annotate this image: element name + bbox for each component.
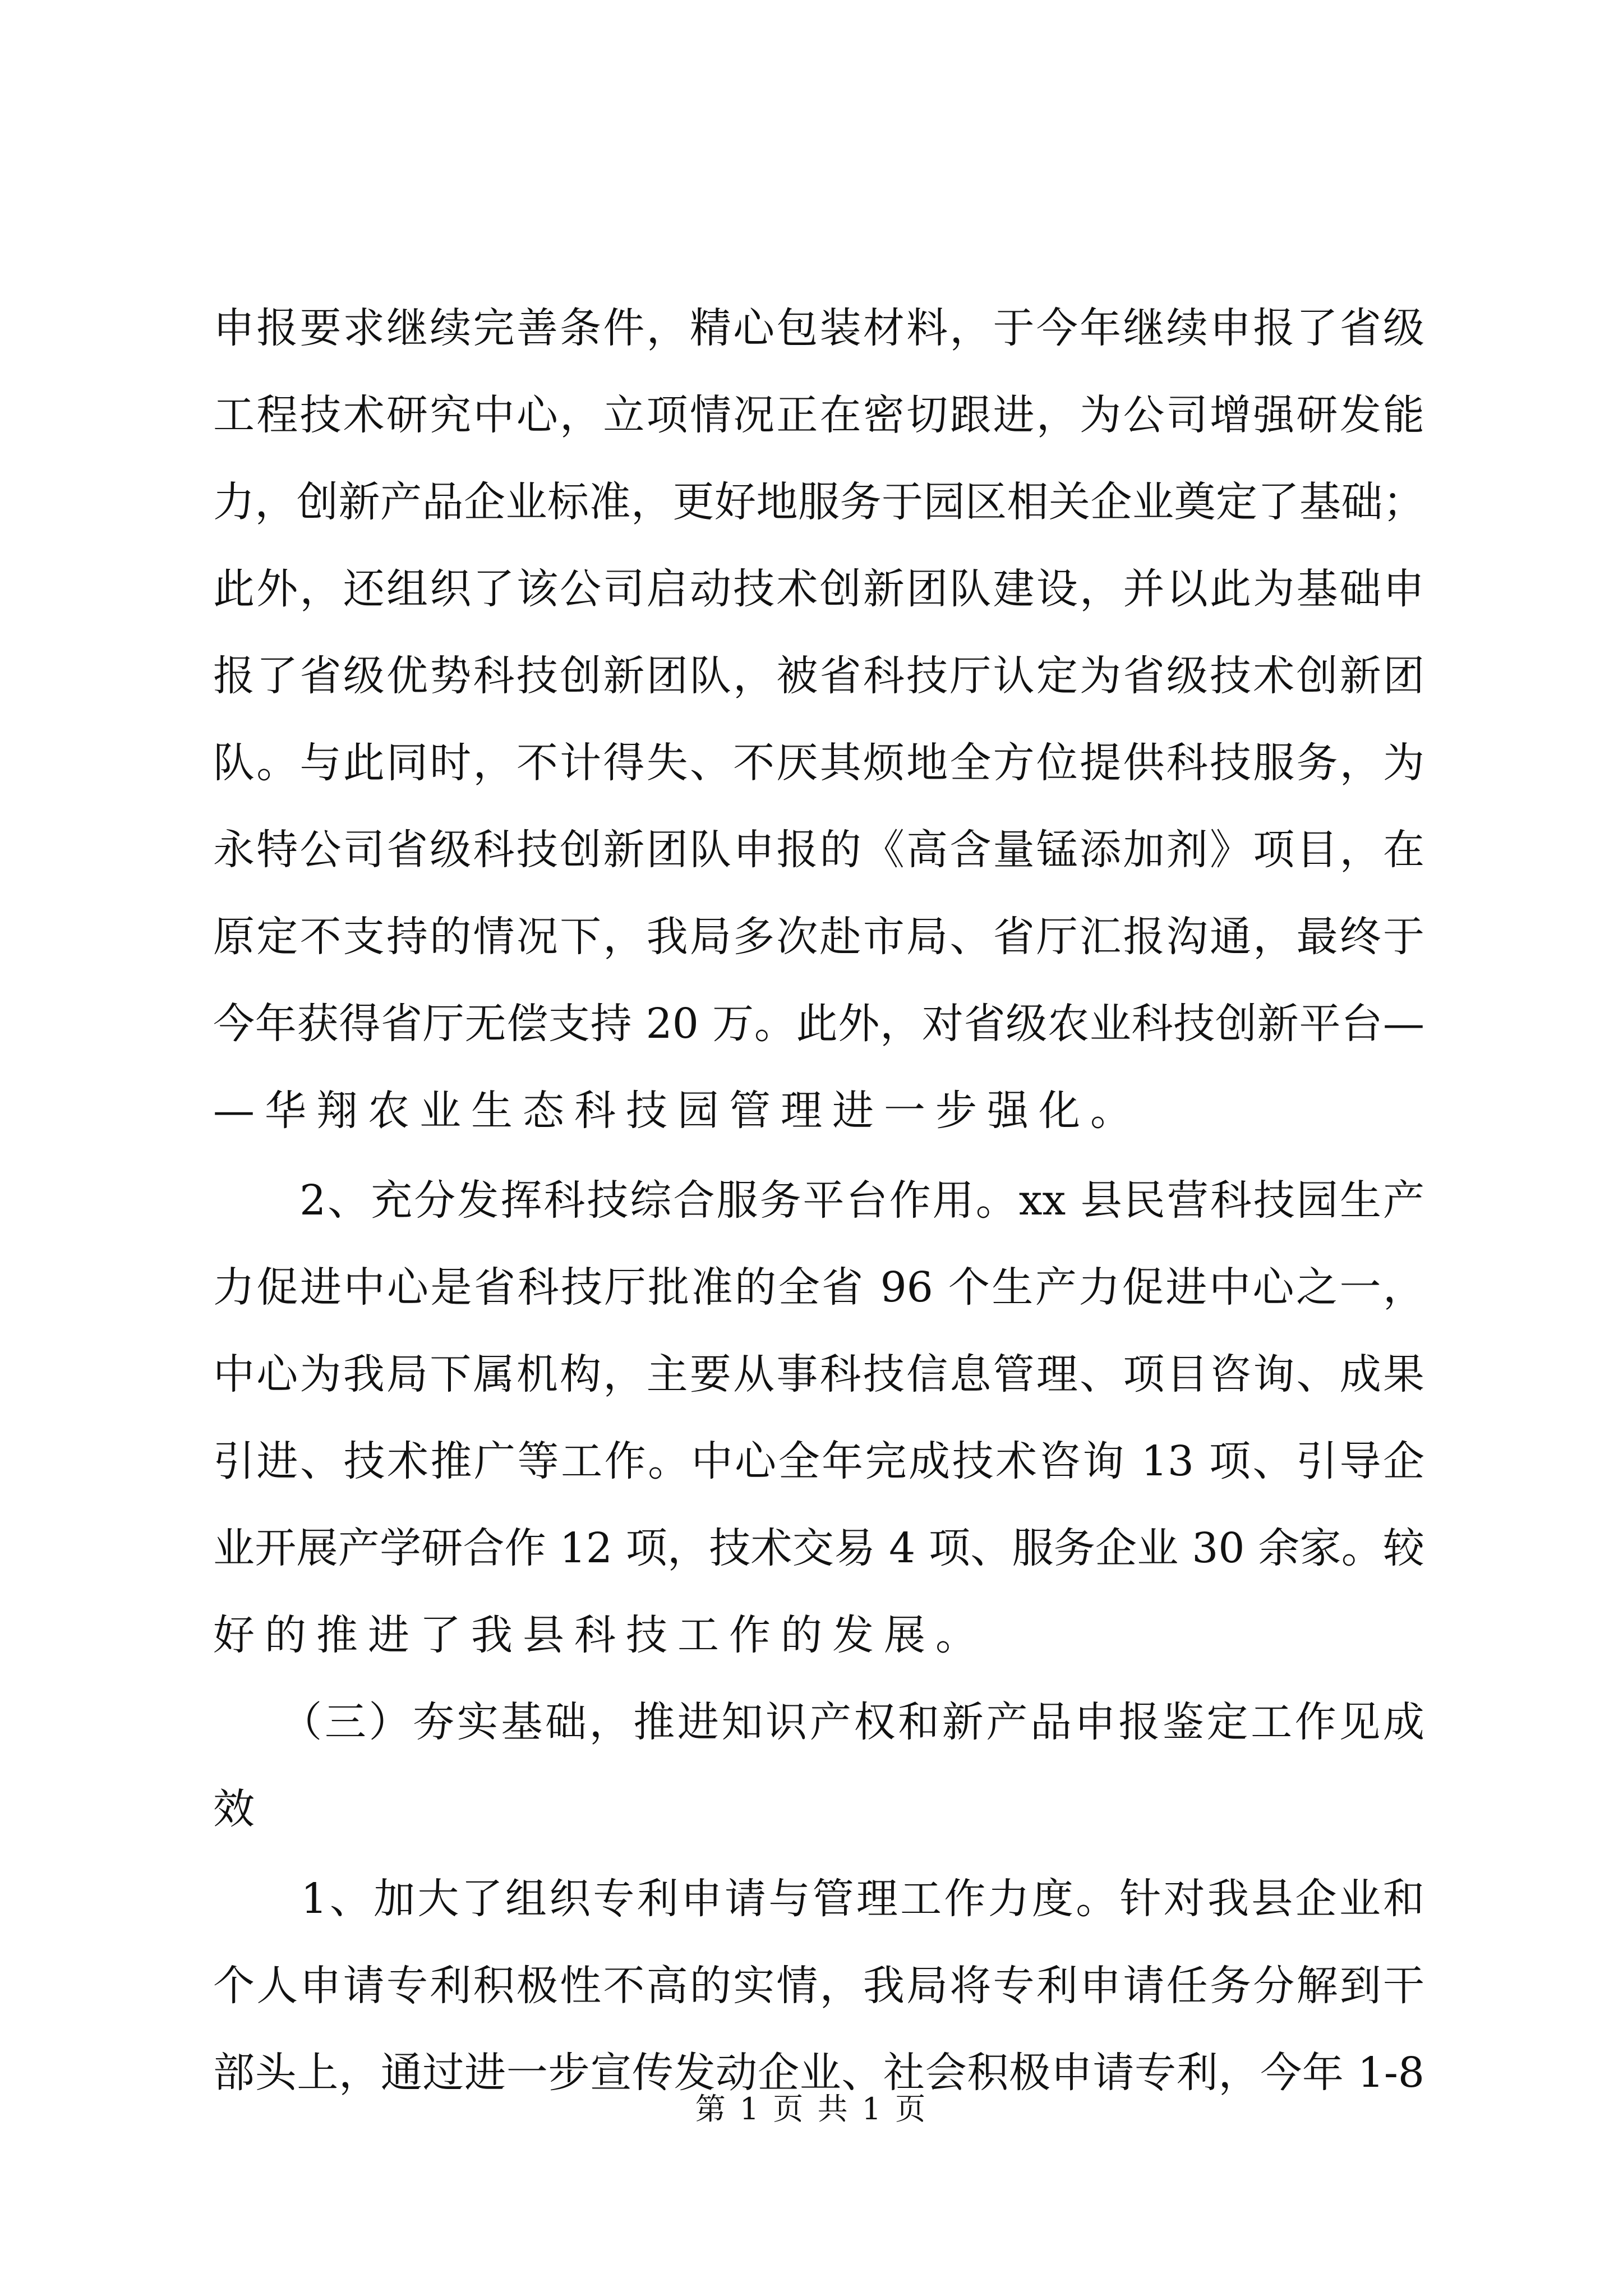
body-line: 报了省级优势科技创新团队，被省科技厅认定为省级技术创新团 — [213, 652, 1424, 700]
body-line: 原定不支持的情况下，我局多次赴市局、省厅汇报沟通，最终于 — [213, 913, 1424, 961]
body-line: 永特公司省级科技创新团队申报的《高含量锰添加剂》项目，在 — [213, 826, 1424, 874]
body-line: 个人申请专利积极性不高的实情，我局将专利申请任务分解到干 — [213, 1962, 1424, 2010]
body-line: 申报要求继续完善条件，精心包装材料，于今年继续申报了省级 — [213, 304, 1424, 352]
body-line: —华翔农业生态科技园管理进一步强化。 — [213, 1087, 1142, 1135]
body-line: 引进、技术推广等工作。中心全年完成技术咨询 13 项、引导企 — [213, 1437, 1424, 1485]
body-line: 部头上，通过进一步宣传发动企业、社会积极申请专利，今年 1-8 — [213, 2049, 1424, 2097]
body-line: 力促进中心是省科技厅批准的全省 96 个生产力促进中心之一， — [213, 1263, 1424, 1312]
body-line: 业开展产学研合作 12 项，技术交易 4 项、服务企业 30 余家。较 — [213, 1524, 1424, 1572]
page-footer: 第 1 页 共 1 页 — [695, 2091, 928, 2127]
body-line: 队。与此同时，不计得失、不厌其烦地全方位提供科技服务，为 — [213, 739, 1424, 787]
body-line: 2、充分发挥科技综合服务平台作用。xx 县民营科技园生产 — [213, 1176, 1424, 1225]
body-line: 中心为我局下属机构，主要从事科技信息管理、项目咨询、成果 — [213, 1350, 1424, 1398]
body-line: 好的推进了我县科技工作的发展。 — [213, 1611, 987, 1659]
body-line: 今年获得省厅无偿支持 20 万。此外，对省级农业科技创新平台— — [213, 1000, 1424, 1048]
body-line: 此外，还组织了该公司启动技术创新团队建设，并以此为基础申 — [213, 565, 1424, 613]
body-line: 力，创新产品企业标准，更好地服务于园区相关企业奠定了基础； — [213, 478, 1424, 526]
body-line: 工程技术研究中心，立项情况正在密切跟进，为公司增强研发能 — [213, 391, 1424, 439]
body-line: 1、加大了组织专利申请与管理工作力度。针对我县企业和 — [213, 1875, 1424, 1923]
section-heading: 效 — [213, 1785, 265, 1833]
section-heading: （三）夯实基础，推进知识产权和新产品申报鉴定工作见成 — [213, 1698, 1424, 1746]
